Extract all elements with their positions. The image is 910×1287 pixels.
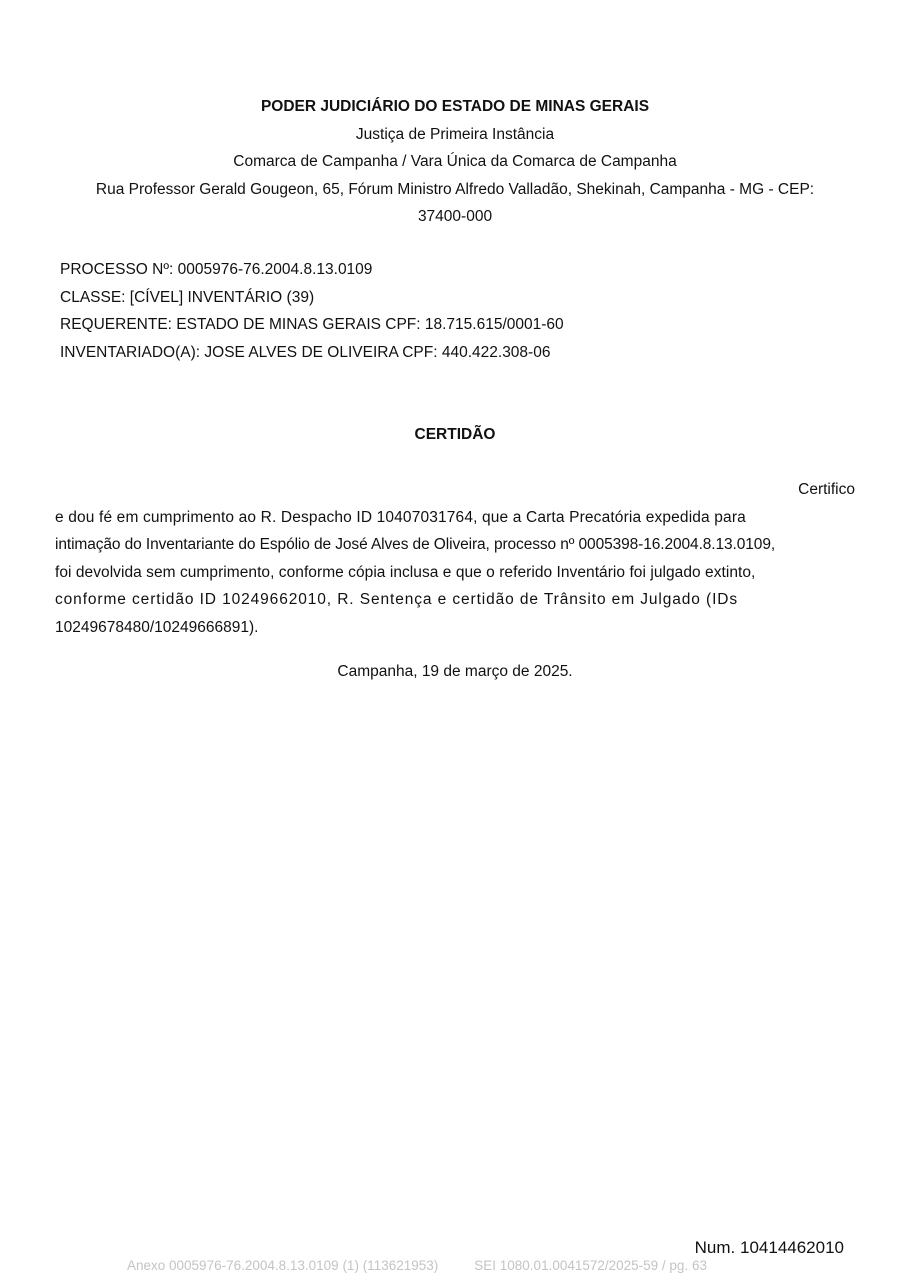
court-address-line2: 37400-000: [417, 208, 493, 225]
certificate-lead: Certifico: [798, 481, 855, 498]
court-name: PODER JUDICIÁRIO DO ESTADO DE MINAS GERAIS: [260, 98, 650, 115]
court-address-line1: Rua Professor Gerald Gougeon, 65, Fórum Ministro Alfredo Valladão, Shekinah, Campanha - MG - CEP:: [95, 180, 815, 198]
footer-annex: Anexo 0005976-76.2004.8.13.0109 (1) (113621953): [127, 1258, 439, 1273]
certificate-line: intimação do Inventariante do Espólio de José Alves de Oliveira, processo nº 0005398-16.2004.8.13.0109,: [55, 536, 776, 554]
certificate-line: foi devolvida sem cumprimento, conforme cópia inclusa e que o referido Inventário foi julgado extinto,: [55, 563, 756, 581]
document-number: Num. 10414462010: [694, 1238, 844, 1257]
case-info: [60, 256, 860, 366]
certificate-line: e dou fé em cumprimento ao R. Despacho ID 10407031764, que a Carta Precatória expedida para: [55, 508, 746, 526]
certificate-line: 10249678480/10249666891).: [55, 618, 259, 636]
certificate-line: conforme certidão ID 10249662010, R. Sentença e certidão de Trânsito em Julgado (IDs: [55, 591, 739, 609]
case-requerente: REQUERENTE: ESTADO DE MINAS GERAIS CPF: 18.715.615/0001-60: [60, 316, 564, 334]
court-district: Comarca de Campanha / Vara Única da Comarca de Campanha: [233, 153, 677, 170]
footer-sei: SEI 1080.01.0041572/2025-59 / pg. 63: [474, 1258, 707, 1273]
document-header: [55, 93, 855, 231]
case-processo: PROCESSO Nº: 0005976-76.2004.8.13.0109: [60, 261, 373, 278]
certificate-title: CERTIDÃO: [414, 426, 496, 443]
court-instance: Justiça de Primeira Instância: [355, 125, 555, 143]
case-inventariado: INVENTARIADO(A): JOSE ALVES DE OLIVEIRA CPF: 440.422.308-06: [60, 343, 551, 361]
case-classe: CLASSE: [CÍVEL] INVENTÁRIO (39): [60, 288, 315, 306]
page-footer: [127, 1256, 827, 1276]
certificate-body: [55, 476, 855, 642]
certificate-date: Campanha, 19 de março de 2025.: [337, 663, 573, 680]
